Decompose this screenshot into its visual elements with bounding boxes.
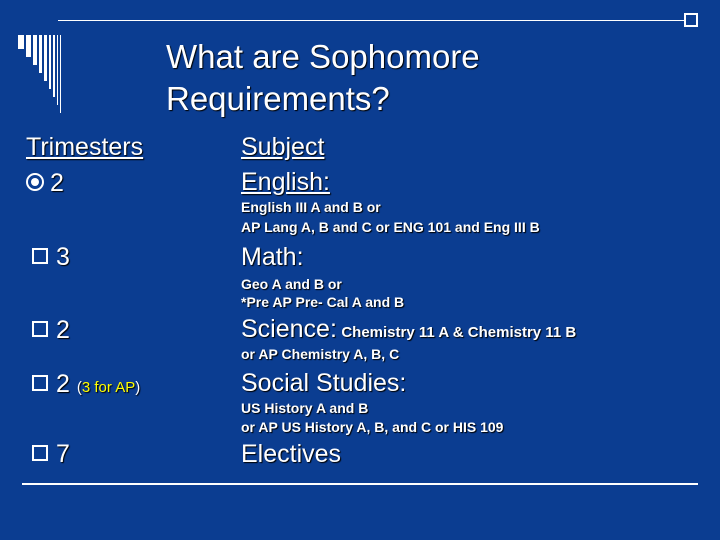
- note-paren-close: ): [135, 379, 141, 396]
- hollow-square-bullet-icon: [32, 445, 48, 461]
- hollow-square-bullet-icon: [32, 375, 48, 391]
- science-line: [241, 315, 576, 344]
- subject-social-studies: Social Studies:: [241, 369, 407, 397]
- trimester-row-science: [32, 316, 70, 345]
- english-detail-2: AP Lang A, B and C or ENG 101 and Eng III B: [241, 219, 540, 235]
- hollow-square-bullet-icon: [32, 248, 48, 264]
- trimester-row-math: [32, 243, 70, 272]
- trimesters-header: Trimesters: [26, 133, 144, 161]
- science-detail-1: or AP Chemistry A, B, C: [241, 346, 400, 362]
- note-paren-open: (: [76, 379, 82, 396]
- trimester-value: 2: [56, 370, 70, 398]
- slide-title: What are Sophomore Requirements?: [166, 38, 480, 117]
- subject-science: Science:: [241, 315, 337, 343]
- social-studies-detail-1: US History A and B: [241, 400, 369, 416]
- trimester-value: 7: [56, 440, 70, 468]
- english-detail-1: English III A and B or: [241, 199, 381, 215]
- social-studies-detail-2: or AP US History A, B, and C or HIS 109: [241, 419, 504, 435]
- trimester-row-electives: [32, 440, 70, 469]
- subject-math: Math:: [241, 243, 304, 271]
- math-detail-1: Geo A and B or: [241, 276, 342, 292]
- subject-electives: Electives: [241, 440, 342, 468]
- trimester-value: 2: [56, 316, 70, 344]
- hollow-square-bullet-icon: [32, 321, 48, 337]
- trimester-value: 3: [56, 243, 70, 271]
- filled-circle-bullet-icon: [26, 173, 44, 191]
- corner-square-icon: [684, 13, 698, 27]
- trimester-value: 2: [50, 169, 64, 197]
- subject-header: Subject: [241, 133, 325, 161]
- top-divider: [58, 20, 698, 21]
- bottom-divider: [22, 483, 698, 485]
- trimester-row-social-studies: [32, 370, 140, 399]
- ap-note: 3 for AP: [81, 379, 136, 396]
- decorative-bars: [18, 35, 63, 113]
- math-detail-2: *Pre AP Pre- Cal A and B: [241, 294, 405, 310]
- science-inline-detail: Chemistry 11 A & Chemistry 11 B: [341, 324, 577, 341]
- subject-english: English:: [241, 168, 330, 196]
- trimester-row-english: [26, 169, 64, 198]
